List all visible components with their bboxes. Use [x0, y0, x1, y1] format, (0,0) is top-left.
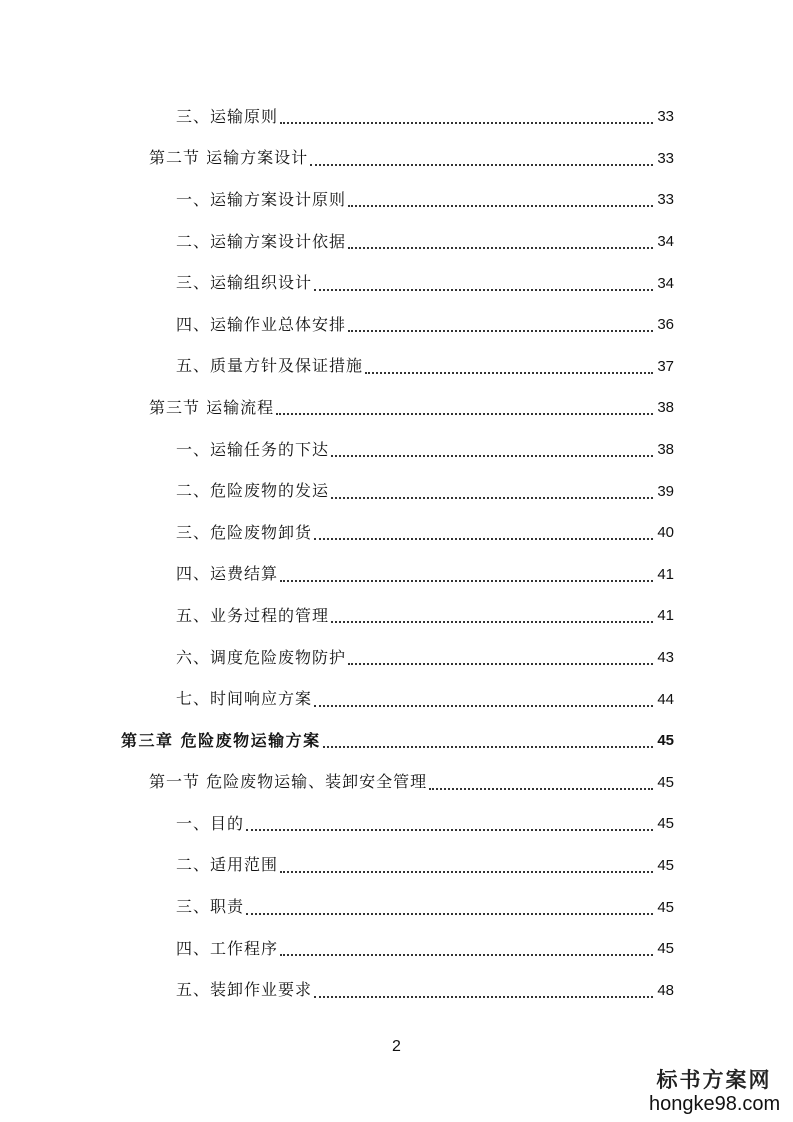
toc-entry-page: 38 [657, 399, 674, 417]
toc-entry[interactable] [0, 179, 793, 221]
dot-leader [314, 537, 653, 540]
dot-leader [348, 246, 653, 249]
dot-leader [276, 412, 653, 415]
toc-entry-page: 39 [657, 482, 674, 500]
dot-leader [365, 371, 653, 374]
toc-entry-title: 三、运输组织设计 [176, 273, 313, 293]
toc-entry-page: 45 [657, 940, 674, 958]
toc-entry[interactable] [0, 720, 793, 762]
toc-entry-page: 34 [657, 233, 674, 251]
toc-entry-title: 六、调度危险废物防护 [176, 647, 347, 667]
toc-entry-title: 第二节 运输方案设计 [149, 148, 309, 168]
toc-entry[interactable] [0, 928, 793, 970]
toc-entry[interactable] [0, 470, 793, 512]
toc-entry[interactable] [0, 678, 793, 720]
dot-leader [314, 995, 653, 998]
toc-entry-page: 45 [657, 773, 674, 791]
dot-leader [314, 704, 653, 707]
toc-entry-title: 五、质量方针及保证措施 [176, 356, 364, 376]
toc-entry-title: 七、时间响应方案 [176, 689, 313, 709]
dot-leader [310, 163, 653, 166]
toc-entry[interactable] [0, 886, 793, 928]
toc-entry[interactable] [0, 512, 793, 554]
watermark-name: 标书方案网 [656, 1067, 772, 1092]
toc-entry-title: 四、运输作业总体安排 [176, 314, 347, 334]
dot-leader [331, 496, 653, 499]
toc-entry[interactable] [0, 96, 793, 138]
toc-entry[interactable] [0, 845, 793, 887]
dot-leader [280, 579, 653, 582]
dot-leader [246, 828, 653, 831]
toc-entry[interactable] [0, 262, 793, 304]
toc-entry-title: 四、工作程序 [176, 938, 279, 958]
toc-entry-page: 33 [657, 191, 674, 209]
toc-entry-page: 43 [657, 649, 674, 667]
toc-entry[interactable] [0, 762, 793, 804]
dot-leader [348, 329, 653, 332]
toc-entry-page: 40 [657, 524, 674, 542]
table-of-contents [0, 96, 793, 1011]
toc-entry[interactable] [0, 429, 793, 471]
dot-leader [331, 620, 653, 623]
toc-entry-page: 45 [657, 815, 674, 833]
toc-entry[interactable] [0, 595, 793, 637]
dot-leader [348, 204, 653, 207]
toc-entry[interactable] [0, 803, 793, 845]
toc-entry-page: 41 [657, 565, 674, 583]
toc-entry-page: 44 [657, 690, 674, 708]
toc-entry-title: 二、危险废物的发运 [176, 481, 330, 501]
toc-entry-title: 三、运输原则 [176, 106, 279, 126]
dot-leader [348, 662, 653, 665]
dot-leader [314, 288, 653, 291]
toc-entry-page: 37 [657, 357, 674, 375]
watermark-logo [649, 1068, 779, 1116]
toc-entry[interactable] [0, 387, 793, 429]
toc-entry-page: 34 [657, 274, 674, 292]
toc-entry-title: 一、运输任务的下达 [176, 439, 330, 459]
toc-entry-page: 45 [657, 898, 674, 916]
toc-entry-page: 33 [657, 149, 674, 167]
dot-leader [280, 870, 653, 873]
toc-entry-title: 第三节 运输流程 [149, 397, 275, 417]
toc-entry[interactable] [0, 304, 793, 346]
dot-leader [323, 745, 654, 748]
watermark-url: hongke98.com [649, 1093, 781, 1115]
toc-entry-title: 二、适用范围 [176, 855, 279, 875]
toc-entry-page: 36 [657, 316, 674, 334]
toc-entry[interactable] [0, 346, 793, 388]
toc-entry-title: 三、职责 [176, 897, 245, 917]
dot-leader [280, 953, 653, 956]
dot-leader [246, 912, 653, 915]
toc-entry-title: 第一节 危险废物运输、装卸安全管理 [149, 772, 428, 792]
dot-leader [331, 454, 653, 457]
toc-entry-title: 三、危险废物卸货 [176, 522, 313, 542]
toc-entry[interactable] [0, 554, 793, 596]
toc-entry[interactable] [0, 138, 793, 180]
toc-entry-page: 38 [657, 441, 674, 459]
toc-entry-title: 第三章 危险废物运输方案 [121, 730, 321, 750]
toc-entry-title: 一、目的 [176, 813, 245, 833]
toc-entry-page: 45 [657, 732, 674, 750]
toc-entry-title: 二、运输方案设计依据 [176, 231, 347, 251]
dot-leader [280, 121, 653, 124]
toc-entry-title: 五、装卸作业要求 [176, 980, 313, 1000]
toc-entry-page: 41 [657, 607, 674, 625]
toc-entry-page: 33 [657, 108, 674, 126]
dot-leader [429, 787, 653, 790]
toc-entry[interactable] [0, 637, 793, 679]
toc-entry-title: 一、运输方案设计原则 [176, 189, 347, 209]
toc-entry[interactable] [0, 969, 793, 1011]
toc-entry-title: 四、运费结算 [176, 564, 279, 584]
toc-entry-page: 48 [657, 981, 674, 999]
toc-entry-title: 五、业务过程的管理 [176, 605, 330, 625]
page-number: 2 [392, 1038, 401, 1055]
toc-entry-page: 45 [657, 856, 674, 874]
toc-entry[interactable] [0, 221, 793, 263]
